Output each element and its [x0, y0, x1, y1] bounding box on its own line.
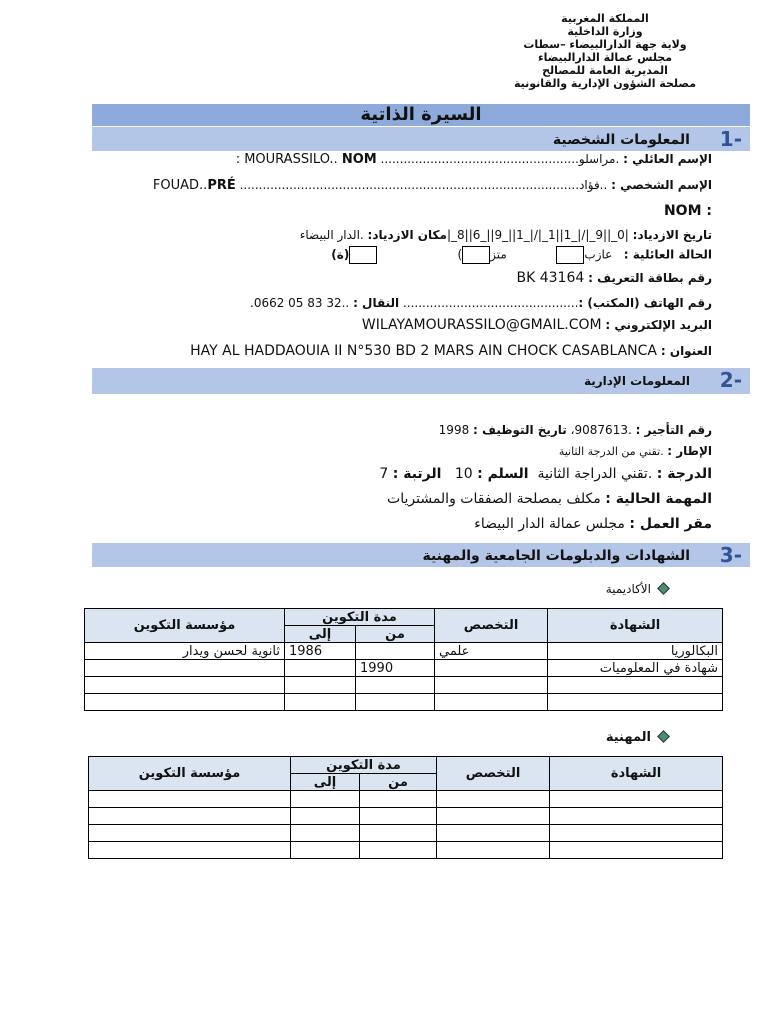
cell-inst — [85, 660, 285, 677]
col-header-cert: الشهادة — [550, 757, 723, 791]
field-label: الإسم الشخصي : — [611, 178, 712, 192]
table-row — [85, 643, 723, 660]
first-name-row — [145, 178, 712, 193]
rank-value: 7 — [379, 466, 389, 482]
married-checkbox[interactable] — [462, 246, 490, 264]
family-name-row — [236, 152, 712, 167]
email-value: WILAYAMOURASSILO@GMAIL.COM — [361, 317, 602, 333]
field-label: رقم بطاقة التعريف : — [588, 271, 712, 285]
field-label: الإطار : — [667, 444, 712, 458]
nom-row: : NOM — [663, 203, 712, 219]
field-label: السلم : — [477, 466, 529, 482]
task-value: مكلف بمصلحة الصفقات والمشتريات — [387, 491, 601, 507]
academic-subheading — [606, 582, 668, 596]
cell-to — [285, 660, 356, 677]
diamond-bullet-icon — [657, 582, 670, 595]
field-value-latin: FOUAD.. — [152, 178, 208, 193]
field-label: البريد الإلكتروني : — [605, 318, 712, 332]
col-header-from: من — [360, 774, 437, 791]
field-label-latin: NOM — [341, 152, 377, 167]
field-label: النقال : — [353, 296, 400, 310]
payroll-row — [439, 423, 712, 437]
document-title: السيرة الذاتية — [92, 104, 750, 126]
field-label: تاريخ الازدياد: — [632, 228, 712, 242]
task-row — [387, 491, 712, 507]
col-header-inst: مؤسسة التكوين — [89, 757, 291, 791]
table-row — [85, 677, 723, 694]
header-line: وزارة الداخلية — [567, 25, 643, 38]
dots: .............................................. — [402, 296, 579, 310]
institution-header — [460, 12, 750, 90]
option-single: عازب — [584, 247, 613, 262]
section-label: المعلومات الشخصية — [552, 132, 690, 148]
field-label: رقم الهاتف (المكتب) : — [578, 296, 712, 310]
col-header-spec: التخصص — [437, 757, 550, 791]
workplace-row — [474, 516, 712, 532]
cell-spec: علمي — [435, 643, 548, 660]
section-certificates-header — [92, 543, 750, 567]
header-line: المديرية العامة للمصالح — [542, 64, 668, 77]
frame-value: .تقني من الدرجة الثانية — [558, 445, 664, 458]
section-personal-header — [92, 127, 750, 151]
col-header-duration: مدة التكوين — [291, 757, 437, 774]
table-row — [89, 791, 723, 808]
id-value: BK 43164 — [516, 270, 585, 286]
address-value: HAY AL HADDAOUIA II N°530 BD 2 MARS AIN CHOCK CASABLANCA — [190, 343, 658, 359]
field-label: مقر العمل : — [629, 516, 712, 532]
table-row — [85, 660, 723, 677]
birth-row — [300, 228, 712, 242]
birth-date-value: |_8||6_||9_||1_|/|_1||1_|/|_9||_0| — [446, 228, 629, 242]
col-header-to: إلى — [285, 626, 356, 643]
table-row — [85, 694, 723, 711]
section-number: 3- — [719, 543, 742, 567]
cell-from — [356, 643, 435, 660]
hire-year-value: 1998 — [438, 423, 470, 437]
diamond-bullet-icon — [657, 730, 670, 743]
paren: (ة) — [331, 247, 350, 262]
academic-table — [84, 608, 723, 711]
cell-from: 1990 — [356, 660, 435, 677]
professional-subheading — [606, 730, 668, 745]
subheading-text: الأكاديمية — [605, 582, 651, 596]
phone-row — [250, 296, 712, 310]
birth-place-value: .الدار البيضاء — [299, 228, 364, 242]
cell-to: 1986 — [285, 643, 356, 660]
grade-value: .تقني الدراجة الثانية — [537, 466, 653, 482]
section-number: 1- — [719, 127, 742, 151]
col-header-to: إلى — [291, 774, 360, 791]
header-line: مصلحة الشؤون الإدارية والقانونية — [513, 77, 697, 90]
single-checkbox[interactable] — [556, 246, 584, 264]
address-row — [190, 343, 712, 359]
marital-row — [331, 246, 712, 264]
field-label: رقم التأجير : — [635, 423, 712, 437]
field-label: العنوان : — [660, 344, 712, 358]
col-header-from: من — [356, 626, 435, 643]
header-line: مجلس عمالة الدارالبيضاء — [537, 51, 673, 64]
payroll-value: .9087613، — [570, 423, 632, 437]
field-label: الإسم العائلي : — [623, 152, 712, 166]
field-label: الرتبة : — [392, 466, 442, 482]
scale-value: 10 — [454, 466, 473, 482]
subheading-text: المهنية — [605, 730, 651, 745]
col-header-duration: مدة التكوين — [285, 609, 435, 626]
field-value-latin: : MOURASSILO.. — [235, 152, 338, 167]
workplace-value: مجلس عمالة الدار البيضاء — [474, 516, 625, 532]
grade-row — [379, 466, 712, 482]
field-label: الدرجة : — [656, 466, 712, 482]
section-number: 2- — [719, 368, 742, 392]
table-row — [89, 825, 723, 842]
cell-cert: شهادة في المعلوميات — [548, 660, 723, 677]
mobile-value: .0662 05 83 32.. — [250, 296, 350, 310]
paren: ) — [457, 247, 463, 262]
section-label: المعلومات الإدارية — [583, 374, 690, 388]
header-line: ولاية جهة الدارالبيضاء –سطات — [523, 38, 687, 51]
field-label: الحالة العائلية : — [623, 247, 712, 262]
cell-cert: البكالوريا — [548, 643, 723, 660]
email-row — [362, 317, 712, 333]
dots: .................................................... — [380, 152, 579, 166]
dots: ......................................................................................... — [239, 178, 580, 192]
frame-row — [559, 444, 712, 458]
section-label: الشهادات والدبلومات الجامعية والمهنية — [422, 548, 690, 564]
header-line: المملكة المغربية — [561, 12, 649, 25]
field-label: المهمة الحالية : — [605, 491, 712, 507]
table-row — [89, 842, 723, 859]
table-row — [89, 808, 723, 825]
professional-table — [88, 756, 723, 859]
section-admin-header — [92, 368, 750, 394]
field-label: تاريخ التوظيف : — [473, 423, 567, 437]
cell-inst: ثانوية لحسن ويدار — [85, 643, 285, 660]
col-header-inst: مؤسسة التكوين — [85, 609, 285, 643]
field-value: .مراسلو — [578, 152, 620, 166]
field-value: ..فؤاد — [579, 178, 608, 192]
field-label-latin: PRÉ — [207, 178, 236, 193]
id-row — [516, 270, 712, 286]
option-married: متز — [490, 247, 507, 262]
col-header-cert: الشهادة — [548, 609, 723, 643]
other-checkbox[interactable] — [349, 246, 377, 264]
col-header-spec: التخصص — [435, 609, 548, 643]
field-label: مكان الازدياد: — [367, 228, 447, 242]
cell-spec — [435, 660, 548, 677]
